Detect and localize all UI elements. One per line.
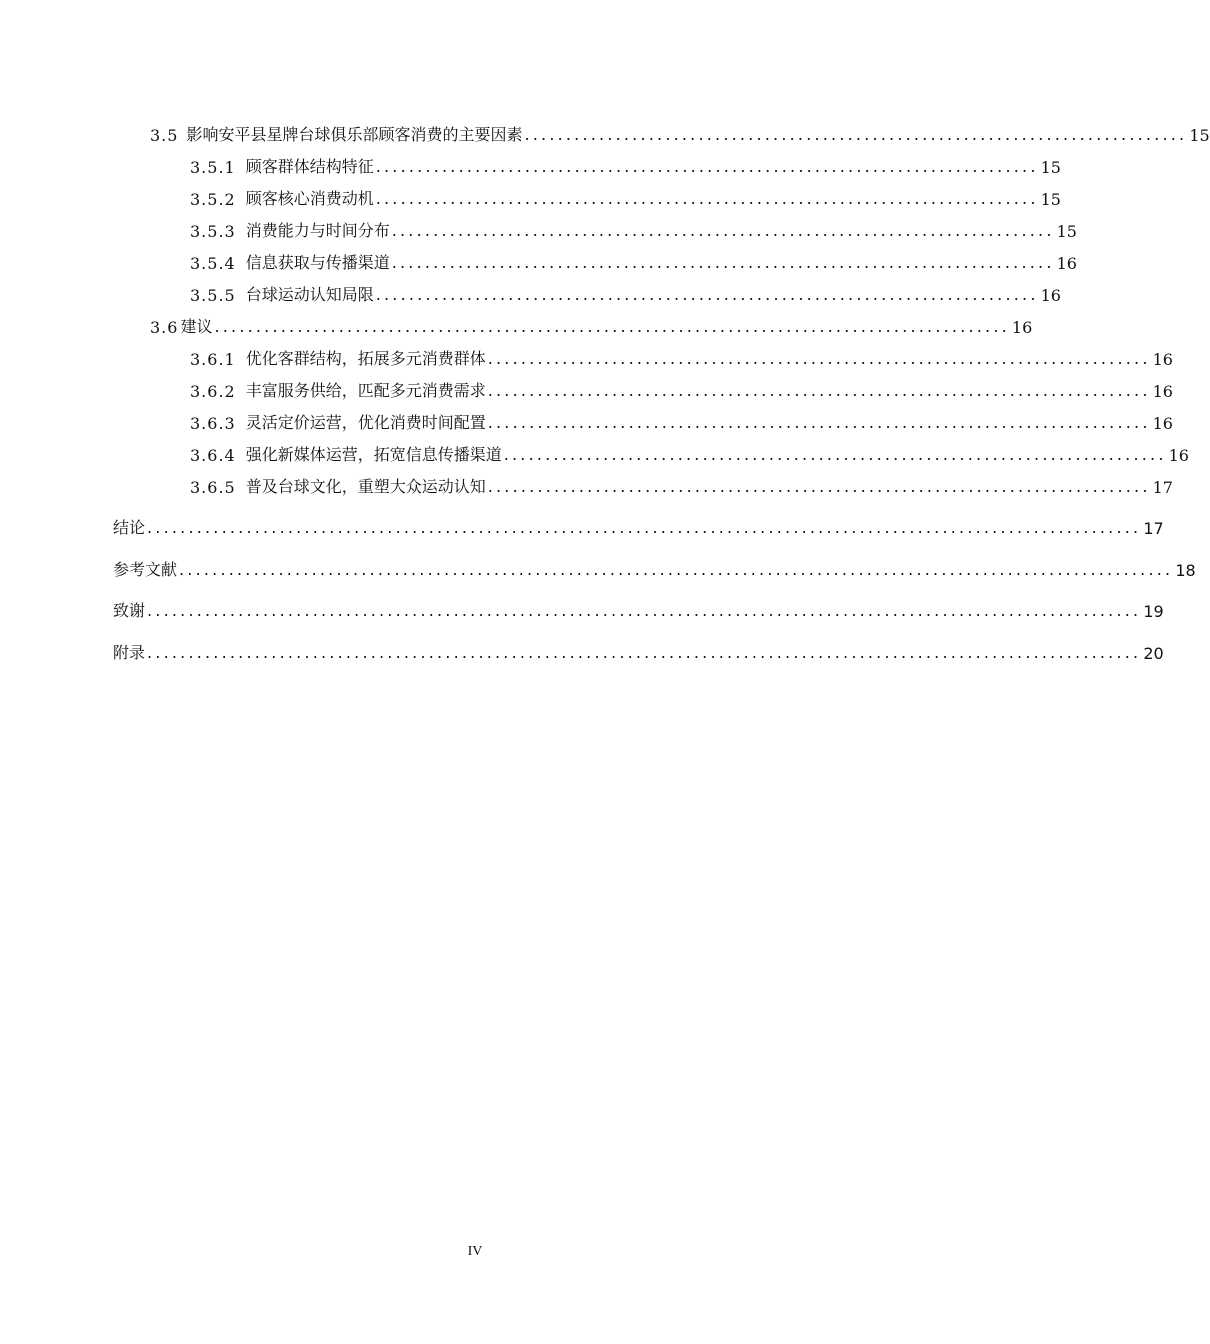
toc-entry-title: 附录 — [113, 643, 146, 662]
toc-entry-number: 3.5.5 — [190, 286, 236, 305]
toc-entry-title: 信息获取与传播渠道 — [245, 253, 390, 272]
dot-leader: ................................................................................ — [524, 125, 1188, 144]
toc-entry-page: 20 — [1143, 644, 1164, 663]
toc-entry-page: 16 — [1152, 350, 1173, 369]
toc-entry-title: 消费能力与时间分布 — [245, 221, 390, 240]
toc-entry-number: 3.6.2 — [190, 382, 236, 401]
dot-leader: ................................................................................ — [487, 477, 1151, 496]
dot-leader: ................................................................................ — [391, 253, 1055, 272]
toc-entry-page: 19 — [1143, 602, 1164, 621]
dot-leader: ........................................................................................................................ — [147, 643, 1142, 662]
toc-entry[interactable] — [113, 637, 1164, 663]
toc-entry-title: 参考文献 — [113, 560, 178, 579]
toc-entry[interactable] — [113, 554, 1196, 580]
page-number: IV — [467, 1244, 483, 1259]
toc-entry[interactable] — [113, 512, 1164, 538]
toc-entry-title: 普及台球文化，重塑大众运动认知 — [245, 477, 486, 496]
toc-entry-page: 16 — [1056, 254, 1077, 273]
dot-leader: ........................................................................................................................ — [147, 601, 1142, 620]
toc-entry[interactable] — [190, 151, 1061, 177]
toc-entry-number: 3.6 — [150, 318, 179, 337]
toc-entry-title: 台球运动认知局限 — [245, 285, 374, 304]
toc-entry-title: 灵活定价运营，优化消费时间配置 — [245, 413, 486, 432]
toc-entry[interactable] — [190, 343, 1173, 369]
dot-leader: ................................................................................ — [487, 349, 1151, 368]
toc-entry-title: 丰富服务供给，匹配多元消费需求 — [245, 381, 486, 400]
toc-entry-page: 17 — [1152, 478, 1173, 497]
toc-entry[interactable] — [190, 183, 1061, 209]
dot-leader: ................................................................................ — [375, 157, 1039, 176]
toc-entry-page: 16 — [1152, 414, 1173, 433]
dot-leader: ................................................................................ — [503, 445, 1167, 464]
toc-entry-title: 顾客群体结构特征 — [245, 157, 374, 176]
toc-entry-page: 16 — [1040, 286, 1061, 305]
toc-entry-title: 影响安平县星牌台球俱乐部顾客消费的主要因素 — [186, 125, 523, 144]
toc-entry[interactable] — [190, 407, 1173, 433]
dot-leader: ................................................................................ — [375, 189, 1039, 208]
dot-leader: ................................................................................ — [375, 285, 1039, 304]
toc-entry-title: 优化客群结构，拓展多元消费群体 — [245, 349, 486, 368]
toc-entry-number: 3.5.2 — [190, 190, 236, 209]
toc-entry-number: 3.5.3 — [190, 222, 236, 241]
toc-entry-page: 15 — [1040, 158, 1061, 177]
toc-entry-page: 18 — [1175, 561, 1196, 580]
toc-entry-title: 建议 — [180, 317, 213, 336]
toc-entry[interactable] — [190, 279, 1061, 305]
toc-entry-number: 3.5.4 — [190, 254, 236, 273]
toc-entry-title: 致谢 — [113, 601, 146, 620]
toc-entry[interactable] — [190, 439, 1189, 465]
dot-leader: ........................................................................................................................ — [147, 518, 1142, 537]
toc-entry-page: 16 — [1168, 446, 1189, 465]
toc-entry-page: 15 — [1056, 222, 1077, 241]
toc-entry-page: 16 — [1152, 382, 1173, 401]
toc-entry-title: 顾客核心消费动机 — [245, 189, 374, 208]
toc-entry[interactable] — [190, 375, 1173, 401]
toc-entry-page: 17 — [1143, 519, 1164, 538]
toc-entry-number: 3.6.3 — [190, 414, 236, 433]
toc-entry-number: 3.6.5 — [190, 478, 236, 497]
dot-leader: ................................................................................ — [487, 381, 1151, 400]
toc-entry-number: 3.6.4 — [190, 446, 236, 465]
toc-entry[interactable] — [113, 595, 1164, 621]
toc-entry-page: 16 — [1011, 318, 1033, 337]
toc-entry-title: 结论 — [113, 518, 146, 537]
toc-entry-page: 15 — [1040, 190, 1061, 209]
toc-entry-number: 3.6.1 — [190, 350, 236, 369]
dot-leader: ................................................................................................ — [214, 317, 1010, 336]
toc-entry[interactable] — [150, 119, 1210, 145]
toc-entry[interactable] — [150, 311, 1033, 337]
toc-entry-number: 3.5.1 — [190, 158, 236, 177]
toc-entry[interactable] — [190, 471, 1173, 497]
toc-entry-page: 15 — [1189, 126, 1210, 145]
dot-leader: ................................................................................ — [391, 221, 1055, 240]
toc-entry-number: 3.5 — [150, 126, 179, 145]
dot-leader: ........................................................................................................................ — [179, 560, 1174, 579]
toc-entry[interactable] — [190, 215, 1077, 241]
toc-entry-title: 强化新媒体运营，拓宽信息传播渠道 — [245, 445, 502, 464]
dot-leader: ................................................................................ — [487, 413, 1151, 432]
toc-entry[interactable] — [190, 247, 1077, 273]
